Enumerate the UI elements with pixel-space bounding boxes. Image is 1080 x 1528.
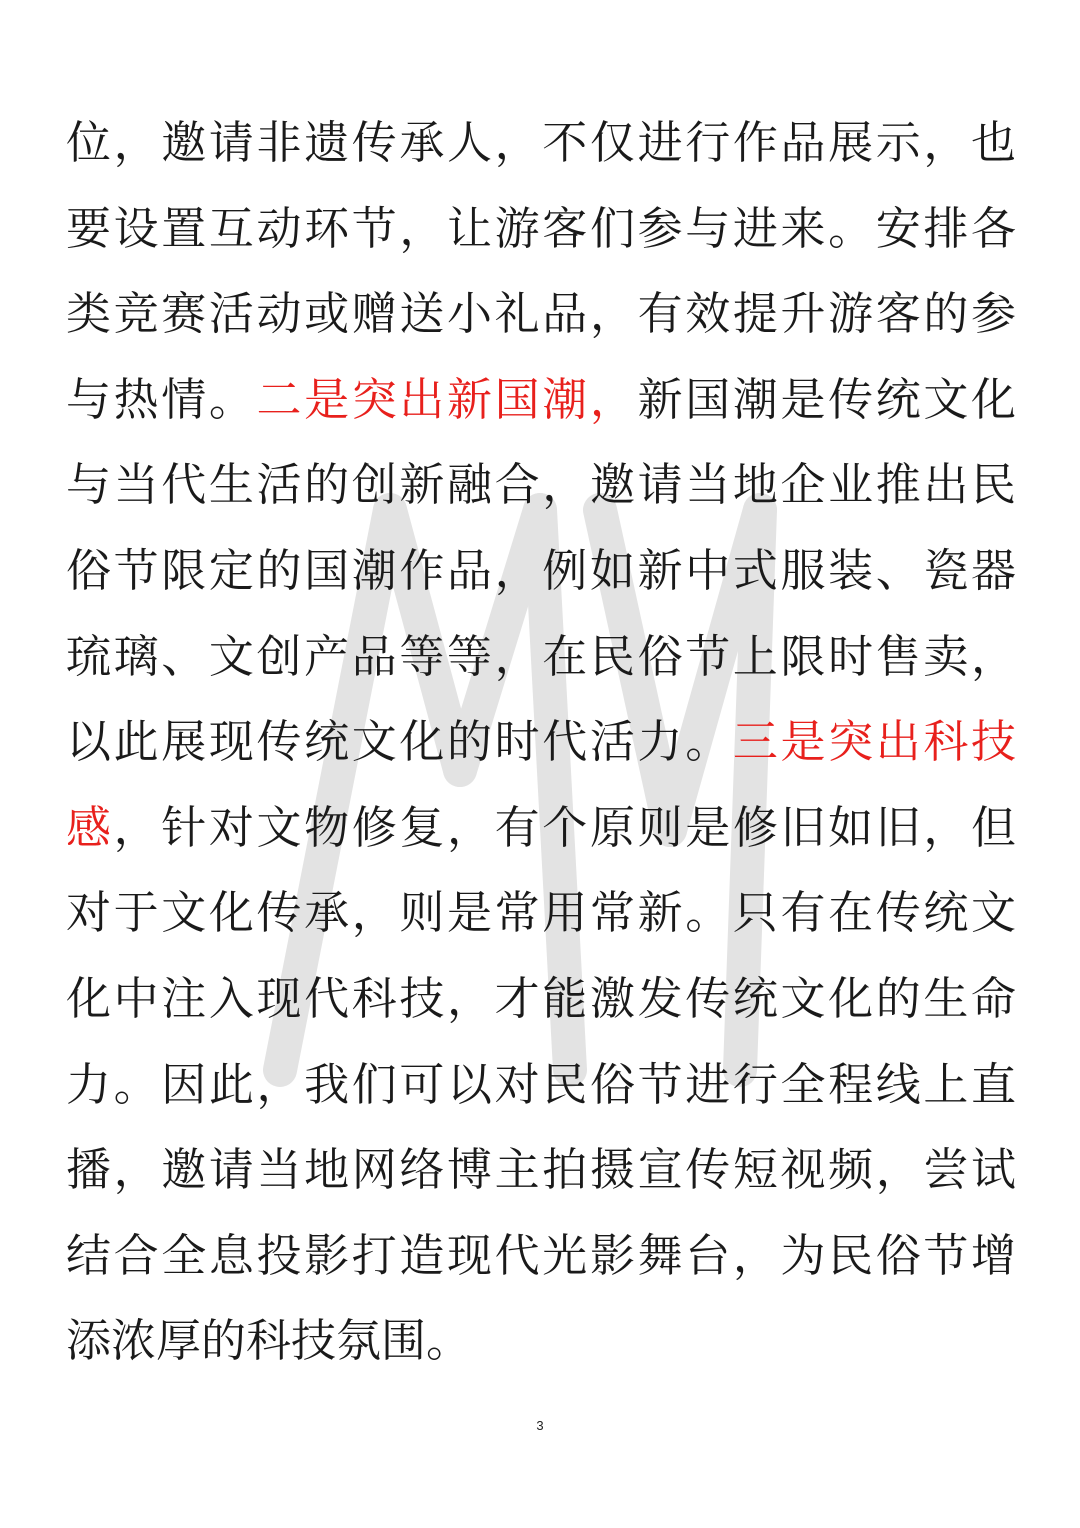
text-line: 播，邀请当地网络博主拍摄宣传短视频，尝试 xyxy=(66,1143,1016,1197)
page-number: 3 xyxy=(536,1418,544,1433)
text-line: 与热情。二是突出新国潮，新国潮是传统文化 xyxy=(66,372,1016,426)
text-line: 俗节限定的国潮作品，例如新中式服装、瓷器 xyxy=(66,543,1016,597)
highlight-point-three-end: 感 xyxy=(66,800,114,854)
text-line: 琉璃、文创产品等等，在民俗节上限时售卖， xyxy=(66,629,1016,683)
text-line: 要设置互动环节，让游客们参与进来。安排各 xyxy=(66,201,1016,255)
text-line: 化中注入现代科技，才能激发传统文化的生命 xyxy=(66,971,1016,1025)
text-line: 类竞赛活动或赠送小礼品，有效提升游客的参 xyxy=(66,287,1016,341)
highlight-point-three: 三是突出科技 xyxy=(732,715,1016,769)
text-line: 力。因此，我们可以对民俗节进行全程线上直 xyxy=(66,1057,1016,1111)
text-line: 以此展现传统文化的时代活力。三是突出科技 xyxy=(66,715,1016,769)
body-paragraph xyxy=(66,100,1016,1384)
text-line: 添浓厚的科技氛围。 xyxy=(66,1314,472,1368)
text-line: 感，针对文物修复，有个原则是修旧如旧，但 xyxy=(66,800,1016,854)
text-line: 对于文化传承，则是常用常新。只有在传统文 xyxy=(66,886,1016,940)
text-line: 与当代生活的创新融合，邀请当地企业推出民 xyxy=(66,458,1016,512)
text-line: 结合全息投影打造现代光影舞台，为民俗节增 xyxy=(66,1228,1016,1282)
highlight-point-two: 二是突出新国潮， xyxy=(256,372,638,426)
text-line: 位，邀请非遗传承人，不仅进行作品展示，也 xyxy=(66,116,1016,169)
